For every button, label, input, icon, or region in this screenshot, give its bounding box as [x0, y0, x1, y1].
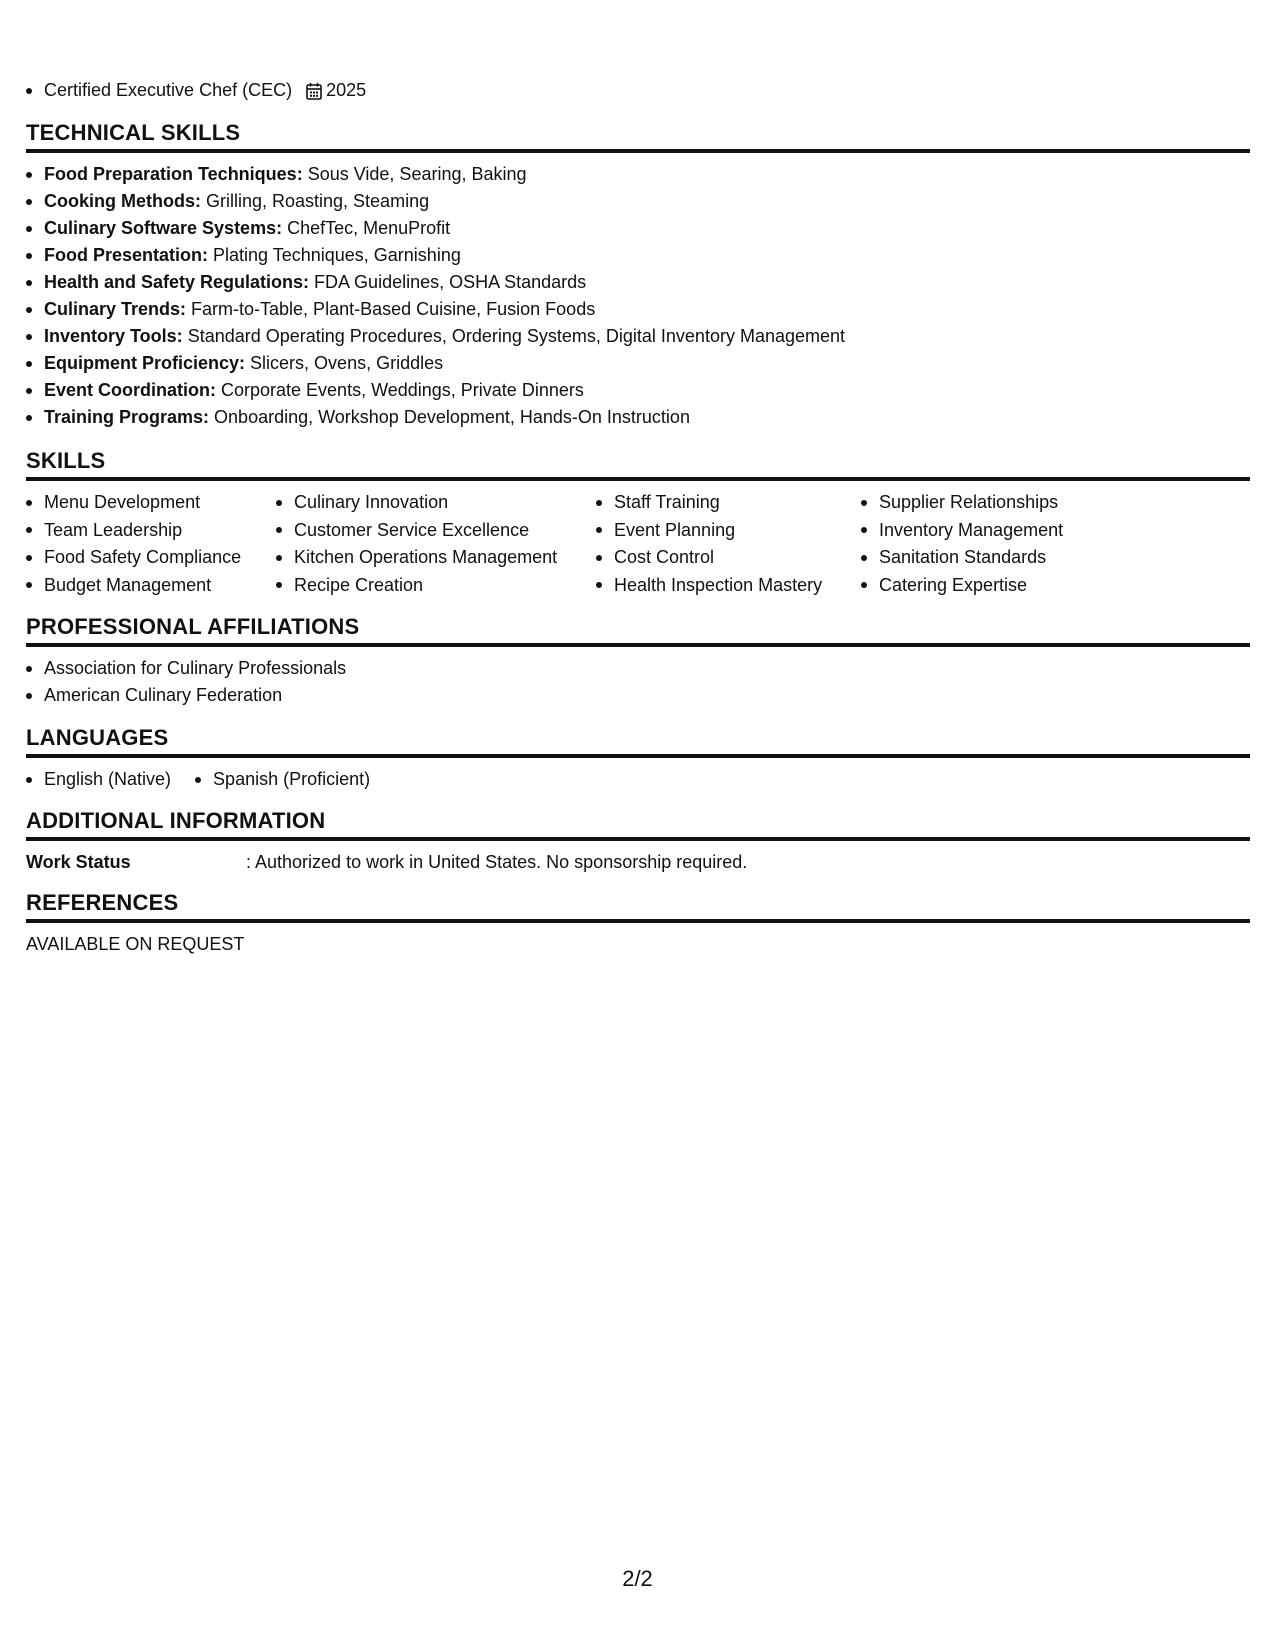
list-item: Event Planning [596, 517, 861, 545]
list-item: Customer Service Excellence [276, 517, 596, 545]
list-item: Training Programs: Onboarding, Workshop Development, Hands-On Instruction [26, 404, 1250, 431]
languages-section [26, 725, 1250, 793]
skills-grid [26, 489, 1250, 599]
list-item: Food Safety Compliance [26, 544, 276, 572]
section-title: LANGUAGES [26, 725, 1250, 758]
work-status-value: : Authorized to work in United States. No sponsorship required. [246, 852, 748, 872]
section-title: PROFESSIONAL AFFILIATIONS [26, 614, 1250, 647]
list-item: Supplier Relationships [861, 489, 1111, 517]
list-item: Catering Expertise [861, 572, 1111, 600]
list-item: Culinary Software Systems: ChefTec, MenuProfit [26, 215, 1250, 242]
certification-year: 2025 [326, 80, 367, 100]
affiliations-list [26, 655, 1250, 709]
technical-skills-list [26, 161, 1250, 431]
list-item: Recipe Creation [276, 572, 596, 600]
section-title: TECHNICAL SKILLS [26, 120, 1250, 153]
list-item: Equipment Proficiency: Slicers, Ovens, Griddles [26, 350, 1250, 377]
section-title: ADDITIONAL INFORMATION [26, 808, 1250, 841]
bullet [26, 88, 32, 94]
list-item: American Culinary Federation [26, 682, 1250, 709]
list-item: Health Inspection Mastery [596, 572, 861, 600]
references-text: AVAILABLE ON REQUEST [26, 934, 245, 954]
list-item: Staff Training [596, 489, 861, 517]
list-item: Cooking Methods: Grilling, Roasting, Steaming [26, 188, 1250, 215]
list-item: English (Native) [26, 766, 171, 793]
list-item: Association for Culinary Professionals [26, 655, 1250, 682]
work-status-label: Work Status [26, 852, 131, 872]
list-item: Menu Development [26, 489, 276, 517]
list-item: Sanitation Standards [861, 544, 1111, 572]
certification-name: Certified Executive Chef (CEC) [44, 80, 293, 100]
page-number: 2/2 [622, 1566, 653, 1591]
list-item: Budget Management [26, 572, 276, 600]
skills-section [26, 448, 1250, 599]
list-item: Food Presentation: Plating Techniques, Garnishing [26, 242, 1250, 269]
calendar-icon [306, 82, 322, 100]
list-item: Food Preparation Techniques: Sous Vide, Searing, Baking [26, 161, 1250, 188]
skills-column [26, 489, 276, 599]
list-item: Team Leadership [26, 517, 276, 545]
list-item: Inventory Management [861, 517, 1111, 545]
work-status-row [26, 849, 1250, 876]
list-item: Culinary Trends: Farm-to-Table, Plant-Based Cuisine, Fusion Foods [26, 296, 1250, 323]
list-item: Culinary Innovation [276, 489, 596, 517]
skills-column [276, 489, 596, 599]
list-item: Health and Safety Regulations: FDA Guidelines, OSHA Standards [26, 269, 1250, 296]
list-item: Cost Control [596, 544, 861, 572]
certification-item [26, 80, 366, 101]
list-item: Spanish (Proficient) [195, 766, 370, 793]
skills-column [596, 489, 861, 599]
affiliations-section [26, 614, 1250, 709]
section-title: SKILLS [26, 448, 1250, 481]
references-section [26, 890, 1250, 958]
section-title: REFERENCES [26, 890, 1250, 923]
languages-list [26, 766, 1250, 793]
technical-skills-section [26, 120, 1250, 431]
list-item: Inventory Tools: Standard Operating Procedures, Ordering Systems, Digital Inventory Management [26, 323, 1250, 350]
list-item: Kitchen Operations Management [276, 544, 596, 572]
skills-column [861, 489, 1111, 599]
additional-info-section [26, 808, 1250, 876]
list-item: Event Coordination: Corporate Events, Weddings, Private Dinners [26, 377, 1250, 404]
